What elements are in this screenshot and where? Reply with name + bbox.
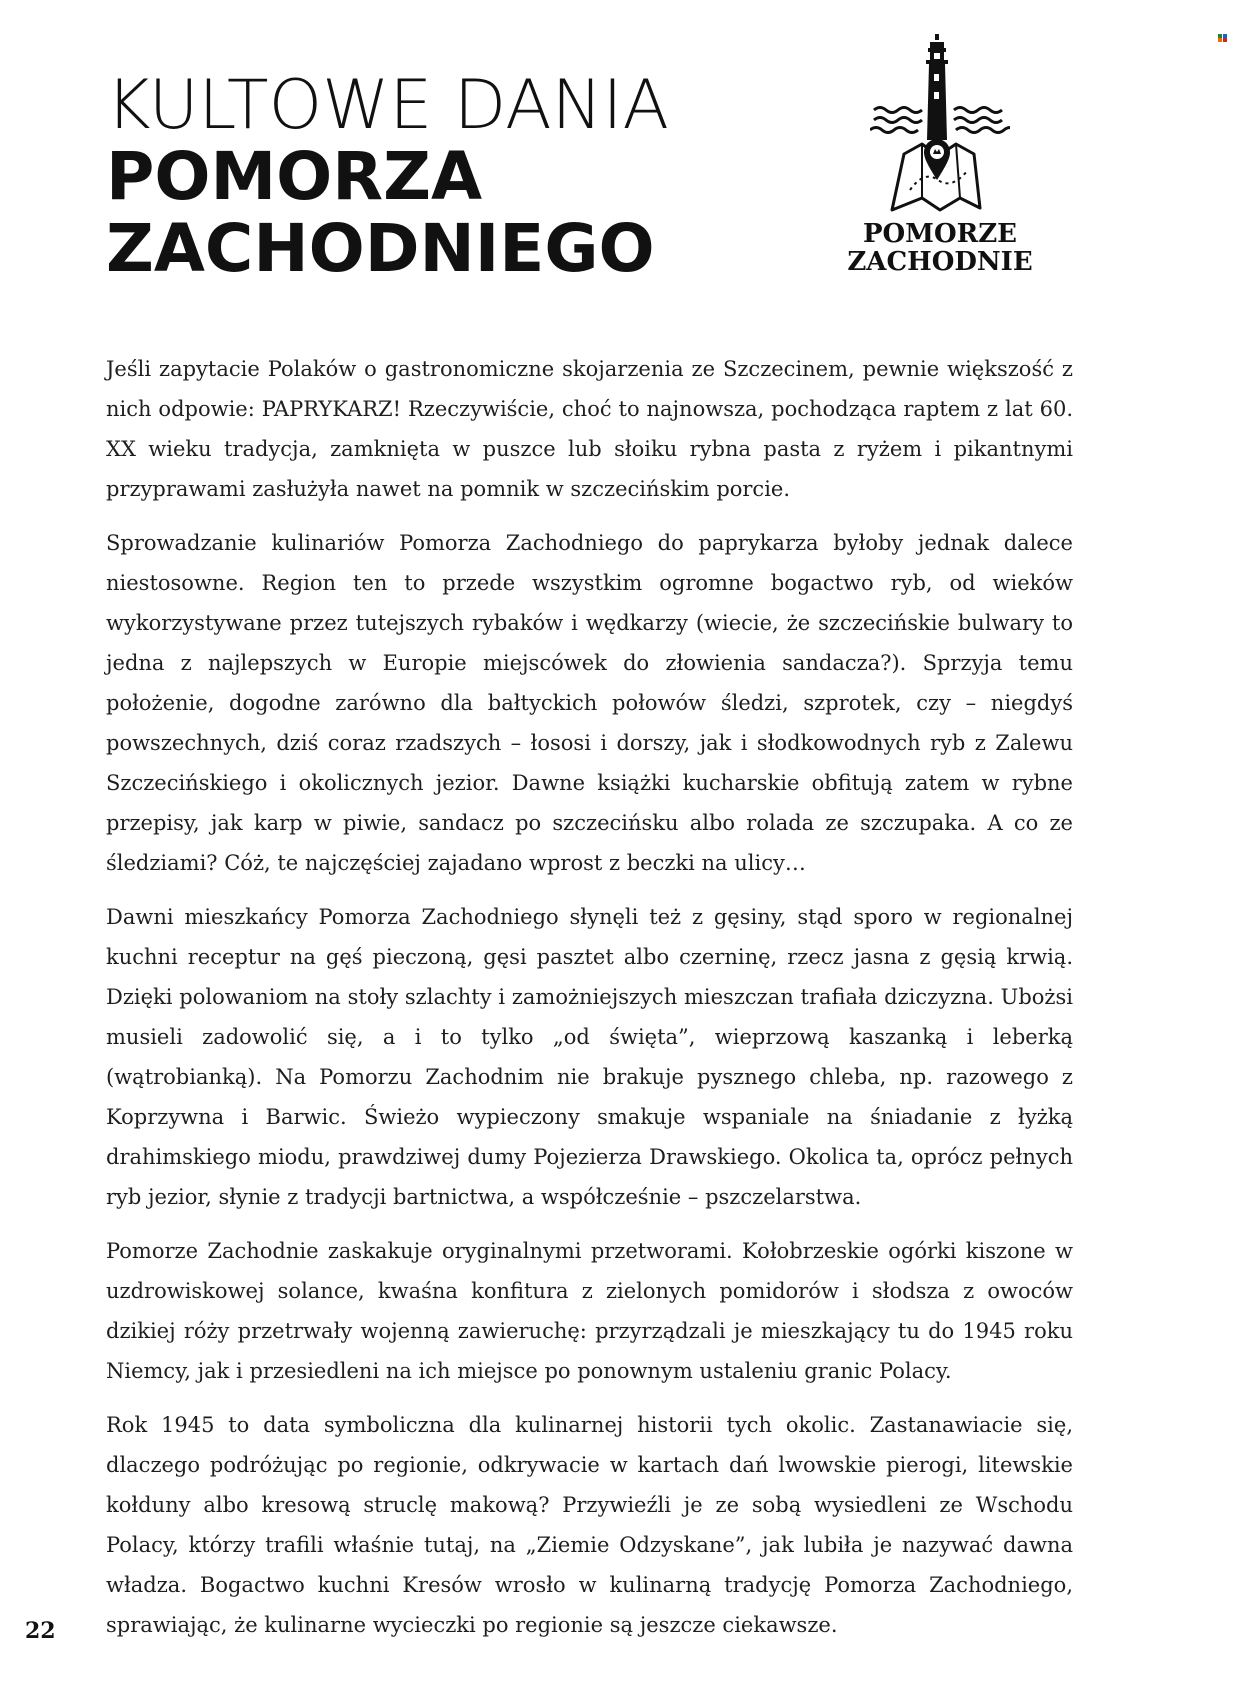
- article-body: [106, 349, 1073, 1659]
- logo-text: [840, 220, 1040, 276]
- lighthouse-map-pin-icon: [870, 30, 1010, 220]
- page-number: 22: [25, 1618, 56, 1644]
- title-line-3: ZACHODNIEGO: [106, 210, 655, 287]
- title-line-1: KULTOWE DANIA: [106, 66, 670, 145]
- region-logo: [840, 30, 1040, 290]
- page-title: [106, 66, 670, 288]
- paragraph-2: Sprowadzanie kulinariów Pomorza Zachodniego do paprykarza byłoby jednak dalece niestosowne. Region ten to przede wszystkim ogromne bogactwo ryb, od wieków wykorzystywane przez tutejszych rybaków i wędkarzy (wiecie, że szczecińskie bulwary to jedna z najlepszych w Europie miejscówek do złowienia sandacza?). Sprzyja temu położenie, dogodne zarówno dla bałtyckich połowów śledzi, szprotek, czy – niegdyś powszechnych, dziś coraz rzadszych – łososi i dorszy, jak i słodkowodnych ryb z Zalewu Szczecińskiego i okolicznych jezior. Dawne książki kucharskie obfitują zatem w rybne przepisy, jak karp w piwie, sandacz po szczecińsku albo rolada ze szczupaka. A co ze śledziami? Cóż, te najczęściej zajadano wprost z beczki na ulicy…: [106, 531, 1073, 875]
- title-line-2: POMORZA: [106, 138, 483, 215]
- logo-text-line-1: POMORZE: [862, 219, 1018, 249]
- paragraph-5: Rok 1945 to data symboliczna dla kulinarnej historii tych okolic. Zastanawiacie się, dlaczego podróżując po regionie, odkrywacie w kartach dań lwowskie pierogi, litewskie kołduny albo kresową struclę makową? Przywieźli je ze sobą wysiedleni ze Wschodu Polacy, którzy trafili właśnie tutaj, na „Ziemie Odzyskane”, jak lubiła je nazywać dawna władza. Bogactwo kuchni Kresów wrosło w kulinarną tradycję Pomorza Zachodniego, sprawiając, że kulinarne wycieczki po regionie są jeszcze ciekawsze.: [106, 1413, 1073, 1637]
- paragraph-3: Dawni mieszkańcy Pomorza Zachodniego słynęli też z gęsiny, stąd sporo w regionalnej kuchni receptur na gęś pieczoną, gęsi pasztet albo czerninę, rzecz jasna z gęsią krwią. Dzięki polowaniom na stoły szlachty i zamożniejszych mieszczan trafiała dziczyzna. Ubożsi musieli zadowolić się, a i to tylko „od święta”, wieprzową kaszanką i leberką (wątrobianką). Na Pomorzu Zachodnim nie brakuje pysznego chleba, np. razowego z Koprzywna i Barwic. Świeżo wypieczony smakuje wspaniale na śniadanie z łyżką drahimskiego miodu, prawdziwej dumy Pojezierza Drawskiego. Okolica ta, oprócz pełnych ryb jezior, słynie z tradycji bartnictwa, a współcześnie – pszczelarstwa.: [106, 905, 1073, 1209]
- paragraph-4: Pomorze Zachodnie zaskakuje oryginalnymi przetworami. Kołobrzeskie ogórki kiszone w uzdrowiskowej solance, kwaśna konfitura z zielonych pomidorów i słodsza z owoców dzikiej róży przetrwały wojenną zawieruchę: przyrządzali je mieszkający tu do 1945 roku Niemcy, jak i przesiedleni na ich miejsce po ponownym ustaleniu granic Polacy.: [106, 1239, 1073, 1383]
- paragraph-1: Jeśli zapytacie Polaków o gastronomiczne skojarzenia ze Szczecinem, pewnie większość z nich odpowie: PAPRYKARZ! Rzeczywiście, choć to najnowsza, pochodząca raptem z lat 60. XX wieku tradycja, zamknięta w puszce lub słoiku rybna pasta z ryżem i pikantnymi przyprawami zasłużyła nawet na pomnik w szczecińskim porcie.: [106, 357, 1073, 501]
- logo-text-line-2: ZACHODNIE: [847, 247, 1033, 277]
- corner-color-mark: [1218, 34, 1228, 42]
